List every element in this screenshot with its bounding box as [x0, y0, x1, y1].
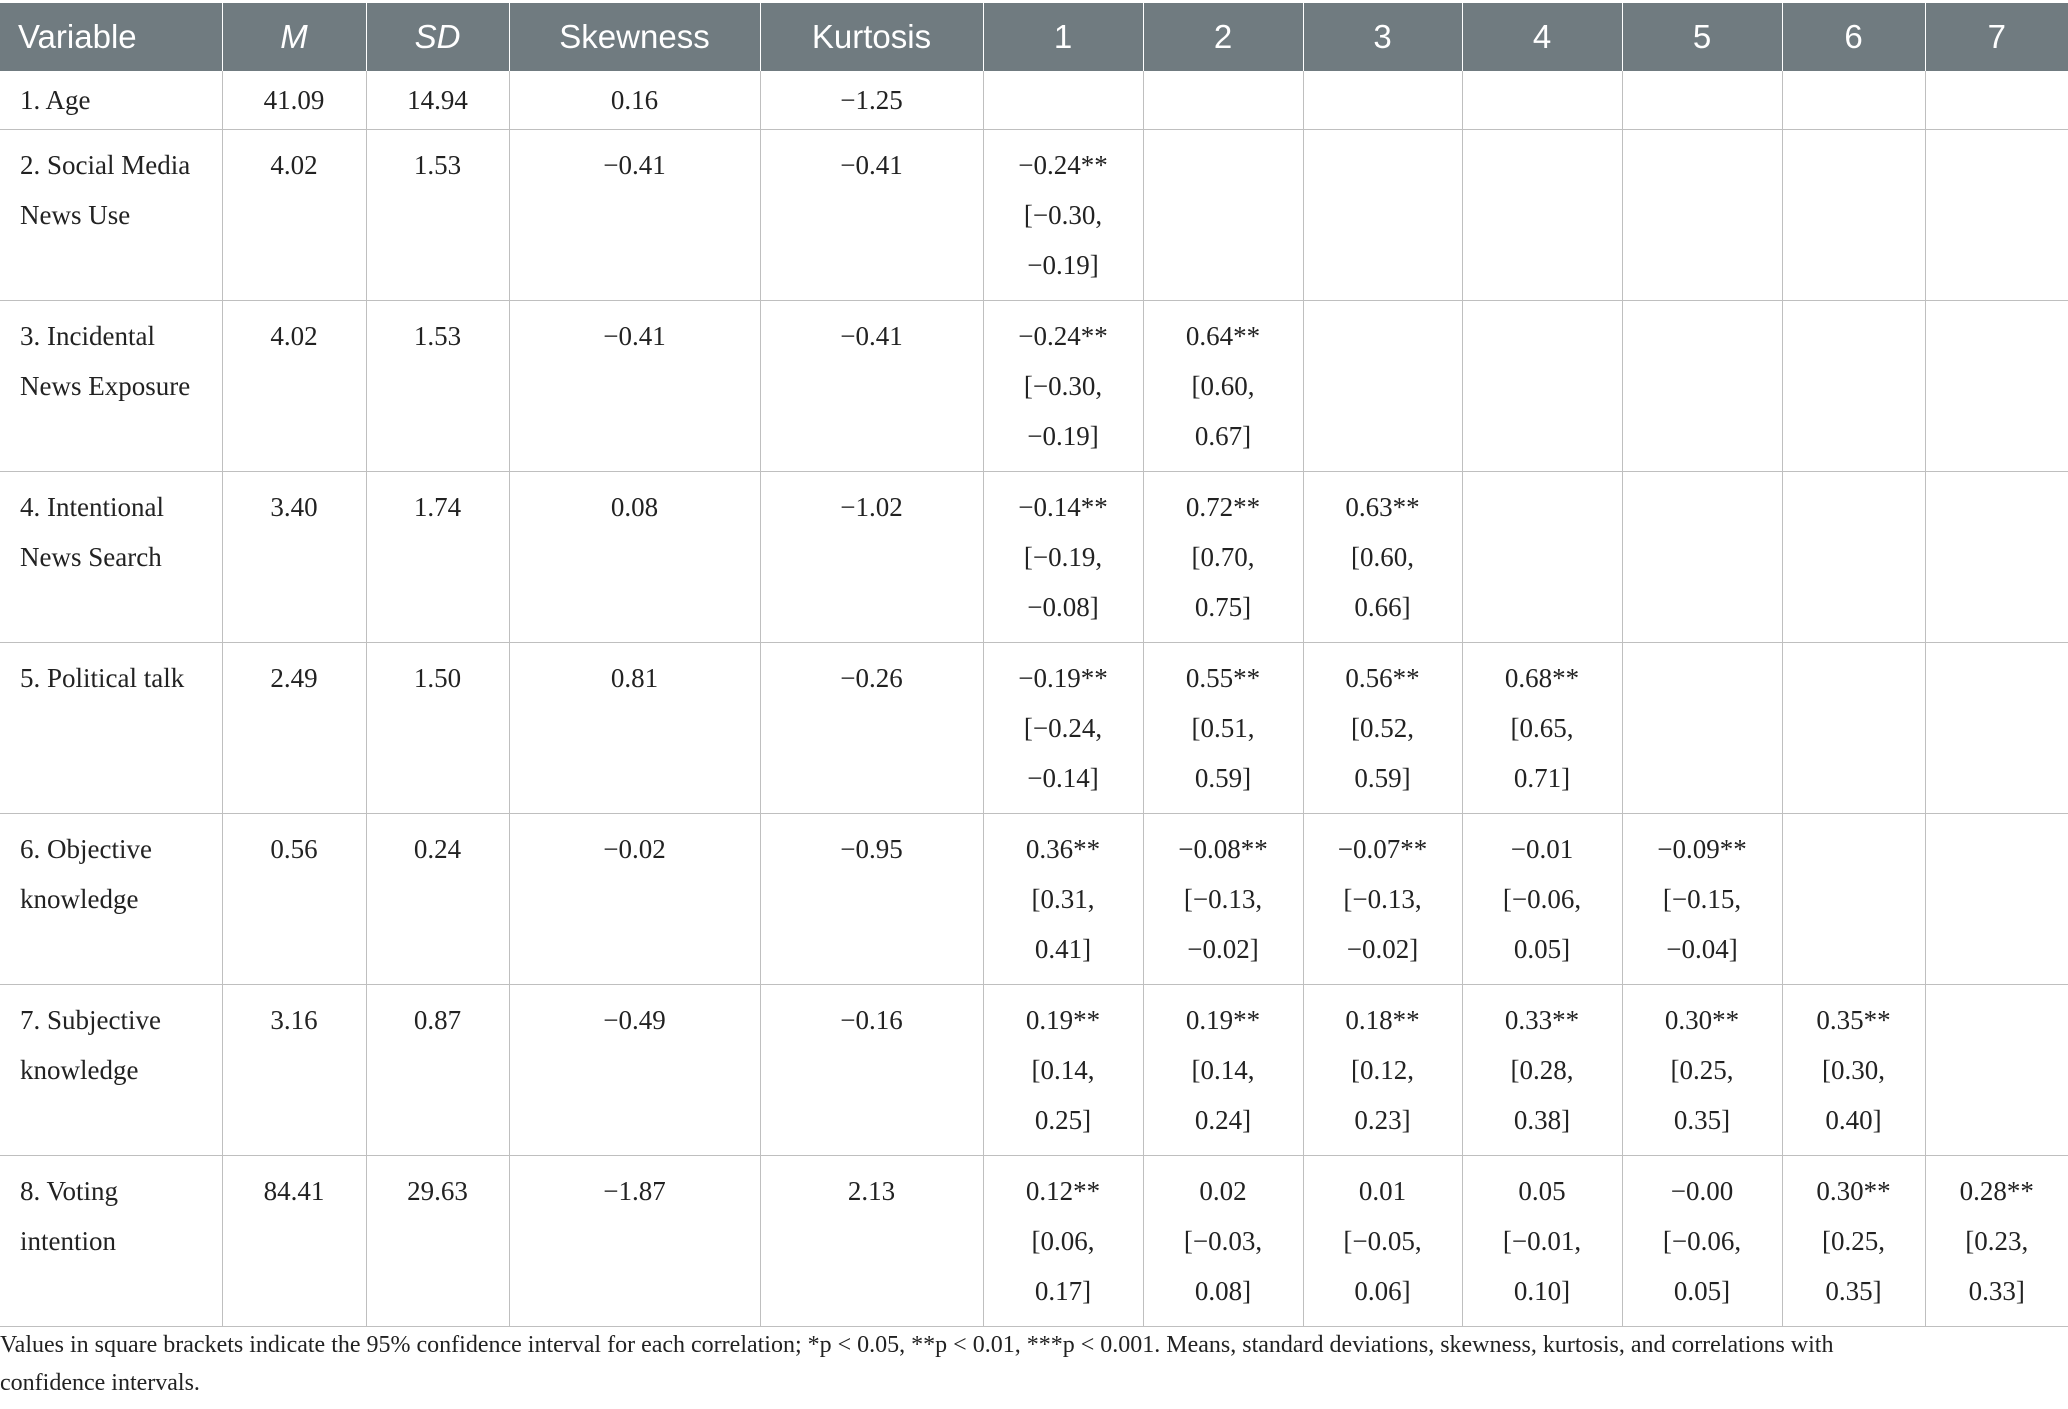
- variable-cell: [0, 1156, 222, 1327]
- sd-cell: 0.87: [366, 985, 509, 1156]
- correlation-cell: [1622, 472, 1782, 643]
- column-header: 4: [1462, 3, 1622, 71]
- confidence-interval-part: 0.41]: [1034, 934, 1092, 964]
- correlation-cell: [983, 130, 1143, 301]
- variable-label-line: 1. Age: [20, 85, 91, 115]
- kurtosis-cell: −1.25: [760, 71, 983, 130]
- confidence-interval-part: 0.25]: [1034, 1105, 1092, 1135]
- column-header: 1: [983, 3, 1143, 71]
- confidence-interval-part: 0.10]: [1513, 1276, 1571, 1306]
- correlation-value: −0.14**: [1018, 492, 1108, 522]
- skewness-cell: 0.08: [509, 472, 760, 643]
- confidence-interval-part: [−0.13,: [1183, 884, 1263, 914]
- correlation-value: 0.18**: [1345, 1005, 1420, 1035]
- correlation-cell: [1622, 301, 1782, 472]
- confidence-interval-part: −0.19]: [1027, 250, 1099, 280]
- variable-label-line: knowledge: [20, 1055, 139, 1085]
- confidence-interval-part: [0.51,: [1191, 713, 1255, 743]
- correlation-cell: [983, 1156, 1143, 1327]
- variable-cell: [0, 814, 222, 985]
- confidence-interval-part: [−0.05,: [1343, 1226, 1422, 1256]
- correlation-value: −0.07**: [1337, 834, 1428, 864]
- correlation-value: 0.30**: [1664, 1005, 1740, 1035]
- correlation-cell: [1462, 472, 1622, 643]
- correlation-cell: [1925, 301, 2068, 472]
- variable-cell: [0, 71, 222, 130]
- correlation-value: −0.24**: [1018, 150, 1108, 180]
- correlation-value: −0.09**: [1657, 834, 1747, 864]
- confidence-interval-part: −0.02]: [1346, 934, 1419, 964]
- correlation-cell: [1462, 130, 1622, 301]
- confidence-interval-part: [0.25,: [1822, 1226, 1885, 1256]
- correlation-cell: [1462, 301, 1622, 472]
- correlation-cell: [1925, 985, 2068, 1156]
- correlation-cell: [1622, 985, 1782, 1156]
- correlation-cell: [983, 301, 1143, 472]
- confidence-interval-part: [0.60,: [1191, 371, 1255, 401]
- confidence-interval-part: 0.35]: [1825, 1276, 1882, 1306]
- column-header: Kurtosis: [760, 3, 983, 71]
- correlation-value: 0.63**: [1345, 492, 1420, 522]
- table-row: [0, 814, 2068, 985]
- correlation-cell: [1303, 71, 1462, 130]
- confidence-interval-part: [−0.30,: [1023, 200, 1103, 230]
- correlation-cell: [1143, 130, 1303, 301]
- variable-cell: [0, 301, 222, 472]
- confidence-interval-part: [0.60,: [1351, 542, 1414, 572]
- correlation-cell: [1925, 472, 2068, 643]
- confidence-interval-part: 0.24]: [1194, 1105, 1252, 1135]
- correlation-cell: [1462, 814, 1622, 985]
- variable-cell: [0, 130, 222, 301]
- variable-label-line: 8. Voting: [20, 1176, 119, 1206]
- column-header: M: [222, 3, 366, 71]
- confidence-interval-part: [−0.19,: [1023, 542, 1103, 572]
- correlation-cell: [1782, 814, 1925, 985]
- table-container: [0, 3, 2068, 1327]
- m-cell: 4.02: [222, 130, 366, 301]
- footnote-line: Values in square brackets indicate the 95% confidence interval for each correlation; *p < 0.05, **p < 0.01, ***p < 0.001. Means, standard deviations, skewness, kurtosis, and correlations with: [0, 1332, 1834, 1358]
- correlation-cell: [1143, 985, 1303, 1156]
- correlation-value: 0.12**: [1025, 1176, 1101, 1206]
- correlation-cell: [1925, 814, 2068, 985]
- correlation-cell: [1622, 643, 1782, 814]
- correlation-cell: [1462, 985, 1622, 1156]
- m-cell: 41.09: [222, 71, 366, 130]
- confidence-interval-part: −0.04]: [1666, 934, 1738, 964]
- skewness-cell: −1.87: [509, 1156, 760, 1327]
- correlation-value: 0.19**: [1025, 1005, 1101, 1035]
- table-row: [0, 643, 2068, 814]
- table-row: [0, 130, 2068, 301]
- kurtosis-cell: 2.13: [760, 1156, 983, 1327]
- kurtosis-cell: −0.41: [760, 130, 983, 301]
- variable-label-line: 5. Political talk: [20, 663, 185, 693]
- sd-cell: 1.50: [366, 643, 509, 814]
- sd-cell: 14.94: [366, 71, 509, 130]
- correlation-value: 0.28**: [1959, 1176, 2034, 1206]
- descriptive-statistics-table: [0, 3, 2068, 1327]
- variable-cell: [0, 643, 222, 814]
- confidence-interval-part: 0.38]: [1513, 1105, 1571, 1135]
- confidence-interval-part: 0.71]: [1513, 763, 1571, 793]
- correlation-cell: [983, 643, 1143, 814]
- correlation-cell: [1143, 472, 1303, 643]
- column-header: 2: [1143, 3, 1303, 71]
- correlation-value: 0.36**: [1025, 834, 1101, 864]
- correlation-cell: [1143, 71, 1303, 130]
- m-cell: 3.40: [222, 472, 366, 643]
- correlation-cell: [1143, 643, 1303, 814]
- correlation-value: −0.19**: [1018, 663, 1108, 693]
- column-header: Skewness: [509, 3, 760, 71]
- sd-cell: 0.24: [366, 814, 509, 985]
- variable-label-line: News Use: [20, 200, 131, 230]
- correlation-value: 0.68**: [1504, 663, 1580, 693]
- confidence-interval-part: 0.66]: [1354, 592, 1411, 622]
- correlation-cell: [1925, 643, 2068, 814]
- confidence-interval-part: [0.14,: [1191, 1055, 1255, 1085]
- correlation-cell: [983, 814, 1143, 985]
- correlation-value: −0.24**: [1018, 321, 1108, 351]
- confidence-interval-part: −0.08]: [1027, 592, 1099, 622]
- confidence-interval-part: [0.12,: [1351, 1055, 1414, 1085]
- confidence-interval-part: [0.25,: [1670, 1055, 1734, 1085]
- correlation-cell: [1622, 130, 1782, 301]
- confidence-interval-part: 0.59]: [1194, 763, 1252, 793]
- correlation-cell: [1925, 130, 2068, 301]
- variable-label-line: News Exposure: [20, 371, 191, 401]
- kurtosis-cell: −0.95: [760, 814, 983, 985]
- kurtosis-cell: −1.02: [760, 472, 983, 643]
- correlation-cell: [1622, 814, 1782, 985]
- correlation-cell: [1462, 1156, 1622, 1327]
- m-cell: 2.49: [222, 643, 366, 814]
- correlation-value: −0.00: [1670, 1176, 1734, 1206]
- table-row: [0, 1156, 2068, 1327]
- variable-label-line: 3. Incidental: [20, 321, 155, 351]
- variable-cell: [0, 985, 222, 1156]
- correlation-cell: [1782, 985, 1925, 1156]
- confidence-interval-part: 0.23]: [1354, 1105, 1411, 1135]
- skewness-cell: −0.41: [509, 130, 760, 301]
- confidence-interval-part: 0.08]: [1194, 1276, 1252, 1306]
- confidence-interval-part: 0.35]: [1673, 1105, 1731, 1135]
- kurtosis-cell: −0.16: [760, 985, 983, 1156]
- confidence-interval-part: [−0.30,: [1023, 371, 1103, 401]
- table-body: [0, 71, 2068, 1327]
- confidence-interval-part: 0.05]: [1673, 1276, 1731, 1306]
- sd-cell: 1.74: [366, 472, 509, 643]
- column-header: 6: [1782, 3, 1925, 71]
- skewness-cell: −0.49: [509, 985, 760, 1156]
- correlation-cell: [1303, 301, 1462, 472]
- correlation-value: 0.19**: [1185, 1005, 1261, 1035]
- table-row: [0, 71, 2068, 130]
- correlation-cell: [1303, 130, 1462, 301]
- correlation-cell: [1782, 71, 1925, 130]
- kurtosis-cell: −0.26: [760, 643, 983, 814]
- variable-label-line: 4. Intentional: [20, 492, 164, 522]
- sd-cell: 1.53: [366, 130, 509, 301]
- skewness-cell: 0.16: [509, 71, 760, 130]
- table-row: [0, 301, 2068, 472]
- correlation-cell: [1303, 985, 1462, 1156]
- confidence-interval-part: [−0.13,: [1343, 884, 1422, 914]
- correlation-cell: [1143, 814, 1303, 985]
- correlation-cell: [1462, 71, 1622, 130]
- correlation-value: 0.05: [1518, 1176, 1566, 1206]
- confidence-interval-part: [−0.06,: [1502, 884, 1582, 914]
- confidence-interval-part: [−0.06,: [1662, 1226, 1742, 1256]
- confidence-interval-part: 0.75]: [1194, 592, 1252, 622]
- confidence-interval-part: [0.31,: [1031, 884, 1095, 914]
- correlation-cell: [1925, 1156, 2068, 1327]
- column-header: 5: [1622, 3, 1782, 71]
- variable-label-line: 7. Subjective: [20, 1005, 161, 1035]
- correlation-value: 0.30**: [1816, 1176, 1891, 1206]
- correlation-value: 0.56**: [1345, 663, 1420, 693]
- correlation-cell: [1782, 130, 1925, 301]
- correlation-cell: [983, 472, 1143, 643]
- correlation-cell: [983, 985, 1143, 1156]
- correlation-cell: [1622, 1156, 1782, 1327]
- confidence-interval-part: [0.06,: [1031, 1226, 1095, 1256]
- confidence-interval-part: [0.28,: [1510, 1055, 1574, 1085]
- correlation-value: 0.01: [1358, 1176, 1407, 1206]
- confidence-interval-part: [0.14,: [1031, 1055, 1095, 1085]
- correlation-cell: [1303, 1156, 1462, 1327]
- variable-cell: [0, 472, 222, 643]
- confidence-interval-part: −0.19]: [1027, 421, 1099, 451]
- correlation-cell: [1925, 71, 2068, 130]
- correlation-cell: [1143, 301, 1303, 472]
- table-footnote: [0, 1326, 2060, 1402]
- correlation-cell: [1143, 1156, 1303, 1327]
- correlation-cell: [1622, 71, 1782, 130]
- correlation-cell: [1782, 301, 1925, 472]
- confidence-interval-part: [0.65,: [1510, 713, 1574, 743]
- correlation-cell: [983, 71, 1143, 130]
- skewness-cell: −0.02: [509, 814, 760, 985]
- correlation-value: 0.35**: [1816, 1005, 1891, 1035]
- correlation-value: −0.08**: [1178, 834, 1268, 864]
- correlation-value: 0.64**: [1185, 321, 1261, 351]
- correlation-value: −0.01: [1510, 834, 1574, 864]
- confidence-interval-part: 0.40]: [1825, 1105, 1882, 1135]
- column-header-variable: Variable: [0, 3, 222, 71]
- correlation-cell: [1782, 472, 1925, 643]
- correlation-cell: [1782, 1156, 1925, 1327]
- column-header: 7: [1925, 3, 2068, 71]
- confidence-interval-part: [0.52,: [1351, 713, 1414, 743]
- sd-cell: 29.63: [366, 1156, 509, 1327]
- correlation-cell: [1303, 472, 1462, 643]
- correlation-cell: [1303, 814, 1462, 985]
- column-header: SD: [366, 3, 509, 71]
- sd-cell: 1.53: [366, 301, 509, 472]
- confidence-interval-part: [−0.15,: [1662, 884, 1742, 914]
- correlation-value: 0.55**: [1185, 663, 1261, 693]
- m-cell: 4.02: [222, 301, 366, 472]
- variable-label-line: knowledge: [20, 884, 139, 914]
- m-cell: 0.56: [222, 814, 366, 985]
- confidence-interval-part: 0.67]: [1194, 421, 1252, 451]
- skewness-cell: −0.41: [509, 301, 760, 472]
- m-cell: 3.16: [222, 985, 366, 1156]
- confidence-interval-part: [0.70,: [1191, 542, 1255, 572]
- correlation-cell: [1462, 643, 1622, 814]
- confidence-interval-part: 0.17]: [1034, 1276, 1092, 1306]
- confidence-interval-part: 0.05]: [1513, 934, 1571, 964]
- correlation-cell: [1303, 643, 1462, 814]
- table-row: [0, 472, 2068, 643]
- kurtosis-cell: −0.41: [760, 301, 983, 472]
- confidence-interval-part: −0.02]: [1187, 934, 1259, 964]
- confidence-interval-part: [−0.03,: [1183, 1226, 1263, 1256]
- variable-label-line: 6. Objective: [20, 834, 152, 864]
- confidence-interval-part: 0.33]: [1968, 1276, 2025, 1306]
- skewness-cell: 0.81: [509, 643, 760, 814]
- variable-label-line: intention: [20, 1226, 116, 1256]
- variable-label-line: 2. Social Media: [20, 150, 191, 180]
- confidence-interval-part: [−0.24,: [1023, 713, 1103, 743]
- correlation-value: 0.33**: [1504, 1005, 1580, 1035]
- correlation-value: 0.72**: [1185, 492, 1261, 522]
- correlation-value: 0.02: [1199, 1176, 1247, 1206]
- variable-label-line: News Search: [20, 542, 162, 572]
- confidence-interval-part: [0.30,: [1822, 1055, 1885, 1085]
- confidence-interval-part: [0.23,: [1965, 1226, 2029, 1256]
- header-row: [0, 3, 2068, 71]
- confidence-interval-part: 0.59]: [1354, 763, 1411, 793]
- column-header: 3: [1303, 3, 1462, 71]
- confidence-interval-part: −0.14]: [1027, 763, 1099, 793]
- m-cell: 84.41: [222, 1156, 366, 1327]
- table-row: [0, 985, 2068, 1156]
- footnote-line: confidence intervals.: [0, 1370, 200, 1396]
- confidence-interval-part: [−0.01,: [1502, 1226, 1582, 1256]
- confidence-interval-part: 0.06]: [1354, 1276, 1411, 1306]
- correlation-cell: [1782, 643, 1925, 814]
